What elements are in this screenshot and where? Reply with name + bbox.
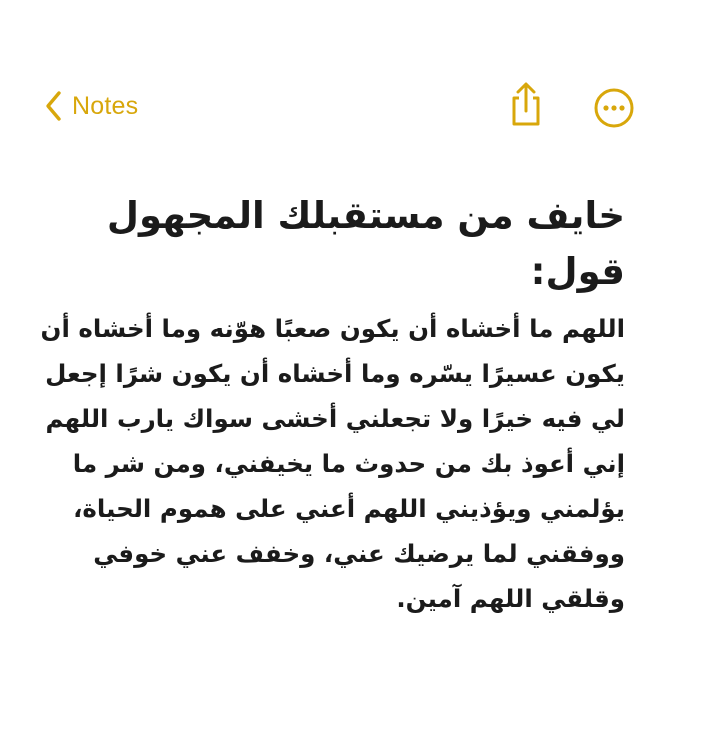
share-icon	[504, 113, 548, 132]
share-button[interactable]	[504, 80, 548, 128]
back-button-label: Notes	[72, 91, 139, 120]
note-title: خايف من مستقبلك المجهول قول:	[106, 194, 625, 293]
more-options-button[interactable]	[592, 86, 636, 130]
note-content[interactable]	[40, 188, 625, 621]
navigation-bar	[0, 78, 713, 134]
chevron-left-icon	[44, 90, 62, 122]
back-to-notes-button[interactable]	[44, 84, 138, 128]
more-options-icon	[592, 115, 636, 134]
note-body: اللهم ما أخشاه أن يكون صعبًا هوّنه وما أخشاه أن يكون عسيرًا يسّره وما أخشاه أن يكون شرًا إجعل لي فيه خيرًا ولا تجعلني أخشى سواك يارب اللهم إني أعوذ بك من حدوث ما يخيفني، ومن شر ما يؤلمني ويؤذيني اللهم أعني على هموم الحياة، ووفقني لما يرضيك عني، وخفف عني خوفي وقلقي اللهم آمين.	[40, 314, 625, 613]
